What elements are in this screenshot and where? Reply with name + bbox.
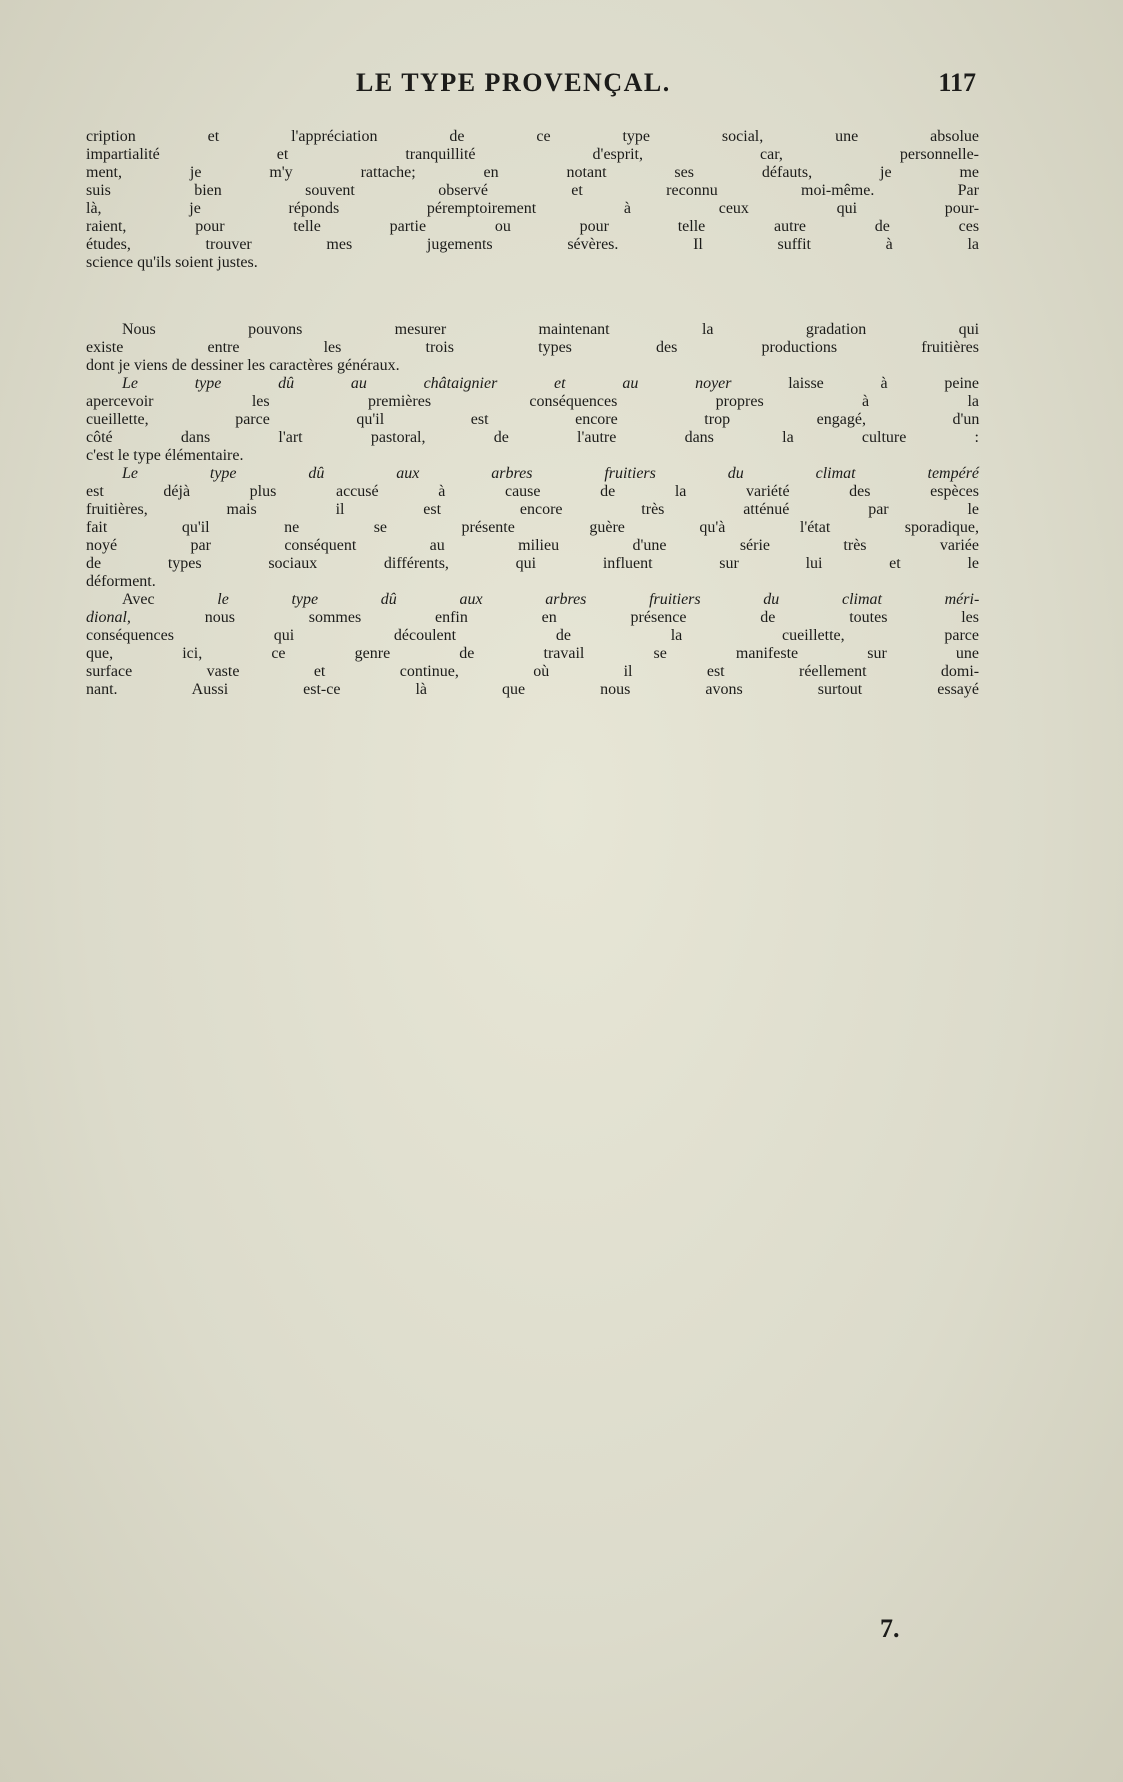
- italic-phrase: le type dû aux arbres fruitiers du climat méri-: [217, 591, 980, 608]
- text-line: dont je viens de dessiner les caractères généraux.: [86, 357, 400, 374]
- section-gap: [86, 272, 979, 321]
- text-line: existe entre les trois types des productions fruitières: [86, 339, 979, 356]
- running-title: LE TYPE PROVENÇAL.: [356, 68, 671, 97]
- running-head: [86, 68, 976, 108]
- text-line: [86, 591, 979, 609]
- text-line: nant. Aussi est-ce là que nous avons surtout essayé: [86, 681, 979, 698]
- paragraph-5: [86, 591, 979, 699]
- text-line: de types sociaux différents, qui influent sur lui et le: [86, 555, 979, 572]
- body-text: [86, 128, 979, 699]
- paragraph-1: [86, 128, 979, 272]
- text-line: suis bien souvent observé et reconnu moi-même. Par: [86, 182, 979, 199]
- paragraph-3: [86, 375, 979, 465]
- text-run: nous sommes enfin en présence de toutes les: [130, 609, 979, 626]
- text-line: cueillette, parce qu'il est encore trop engagé, d'un: [86, 411, 980, 428]
- text-line: déforment.: [86, 573, 156, 590]
- text-line: est déjà plus accusé à cause de la variété des espèces: [86, 483, 979, 500]
- text-run: laisse à peine: [731, 375, 979, 392]
- text-line: impartialité et tranquillité d'esprit, car, personnelle-: [86, 146, 979, 163]
- signature-mark: 7.: [880, 1614, 900, 1643]
- text-run: Avec: [122, 591, 218, 608]
- text-line: conséquences qui découlent de la cueillette, parce: [86, 627, 979, 644]
- text-line: raient, pour telle partie ou pour telle autre de ces: [86, 218, 980, 235]
- italic-phrase: Le type dû aux arbres fruitiers du climat tempéré: [122, 465, 980, 482]
- text-line: côté dans l'art pastoral, de l'autre dans la culture :: [86, 429, 979, 446]
- text-line: là, je réponds péremptoirement à ceux qui pour-: [86, 200, 980, 217]
- text-line: noyé par conséquent au milieu d'une série très variée: [86, 537, 979, 554]
- text-line: que, ici, ce genre de travail se manifeste sur une: [86, 645, 979, 662]
- text-line: [86, 375, 979, 393]
- paragraph-2: [86, 321, 979, 375]
- text-line: Nous pouvons mesurer maintenant la gradation qui: [122, 321, 980, 338]
- text-line: apercevoir les premières conséquences propres à la: [86, 393, 979, 410]
- text-line: c'est le type élémentaire.: [86, 447, 244, 464]
- text-line: fait qu'il ne se présente guère qu'à l'état sporadique,: [86, 519, 979, 536]
- text-line: cription et l'appréciation de ce type social, une absolue: [86, 128, 979, 145]
- paragraph-4: [86, 465, 979, 591]
- italic-phrase: Le type dû au châtaignier et au noyer: [122, 375, 732, 392]
- text-line: surface vaste et continue, où il est réellement domi-: [86, 663, 980, 680]
- page-number: 117: [938, 68, 976, 97]
- italic-phrase: dional,: [86, 609, 131, 626]
- text-line: ment, je m'y rattache; en notant ses défauts, je me: [86, 164, 979, 181]
- text-line: [86, 609, 979, 627]
- text-line: études, trouver mes jugements sévères. Il suffit à la: [86, 236, 979, 253]
- text-line: science qu'ils soient justes.: [86, 254, 258, 271]
- text-line: fruitières, mais il est encore très atténué par le: [86, 501, 979, 518]
